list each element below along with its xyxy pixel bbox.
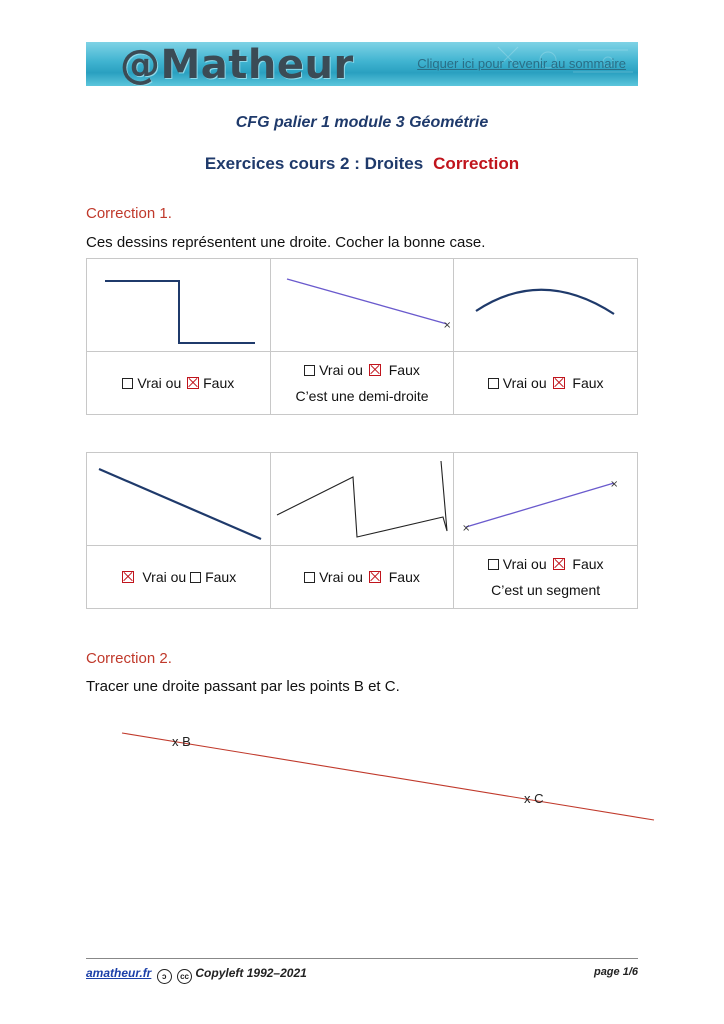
figure-step-line [87,259,271,352]
vrai-label: Vrai ou [319,569,363,585]
subtitle-correction: Correction [433,154,520,173]
vrai-label: Vrai ou [319,362,363,378]
copyleft-text: Copyleft 1992–2021 [195,966,307,980]
figure-half-line [270,259,454,352]
faux-label: Faux [203,375,235,391]
svg-text:×: × [442,320,452,331]
answer-cell-6 [454,546,638,609]
back-to-summary-link[interactable]: Cliquer ici pour revenir au sommaire [417,56,626,71]
vrai-label: Vrai ou [502,375,547,391]
broken-line-drawing [271,453,465,545]
document-title: CFG palier 1 module 3 Géométrie [235,114,489,131]
checkbox-faux-checked[interactable] [553,558,565,570]
segment-drawing [454,453,624,545]
faux-label: Faux [572,375,604,391]
svg-text:×: × [610,479,619,490]
site-link[interactable]: amatheur.fr [86,966,152,980]
figure-segment [454,453,638,546]
copyleft-icon: ↄ [157,969,172,984]
answer-cell-4 [87,546,271,609]
answer-cell-1 [87,352,271,415]
step-line-drawing [87,259,271,351]
exercise-table-2 [86,452,638,609]
half-line-drawing [271,259,465,351]
svg-text:×: × [462,523,471,534]
header-banner [86,42,638,86]
creative-commons-icon: cc [177,969,192,984]
figure-arc [454,259,638,352]
red-line [122,733,654,820]
checkbox-faux-checked[interactable] [369,571,381,583]
checkbox-vrai[interactable] [488,378,499,389]
point-c-label: x C [524,791,544,806]
vrai-label: Vrai ou [502,556,547,572]
correction1-heading: Correction 1. [86,205,172,222]
page-number: page 1/6 [593,966,638,978]
answer-note: C’est un segment [491,582,601,598]
footer-divider [86,958,638,959]
checkbox-vrai[interactable] [304,365,315,376]
checkbox-faux-checked[interactable] [187,377,199,389]
checkbox-faux-checked[interactable] [553,377,565,389]
checkbox-vrai[interactable] [122,378,133,389]
correction2-instruction: Tracer une droite passant par les points B et C. [86,678,400,695]
vrai-label: Vrai ou [142,569,187,585]
faux-label: Faux [388,362,420,378]
straight-line-drawing [87,453,271,545]
footer-left [86,966,307,984]
checkbox-faux[interactable] [190,572,201,583]
figure-broken-line [270,453,454,546]
checkbox-vrai[interactable] [488,559,499,570]
faux-label: Faux [572,556,604,572]
site-logo: @Matheur [120,42,354,86]
answer-note: C’est une demi-droite [295,388,429,404]
answer-cell-2 [270,352,454,415]
point-b-label: x B [172,734,191,749]
faux-label: Faux [388,569,420,585]
checkbox-vrai-checked[interactable] [122,571,134,583]
exercise-table-1 [86,258,638,415]
document-subtitle [0,154,724,174]
arc-drawing [454,259,624,351]
answer-cell-3 [454,352,638,415]
correction2-heading: Correction 2. [86,650,172,667]
figure-straight-line [87,453,271,546]
checkbox-faux-checked[interactable] [369,364,381,376]
vrai-label: Vrai ou [137,375,182,391]
checkbox-vrai[interactable] [304,572,315,583]
answer-cell-5 [270,546,454,609]
faux-label: Faux [205,569,237,585]
line-through-b-c [0,700,724,840]
subtitle-text: Exercices cours 2 : Droites [204,154,424,173]
correction1-instruction: Ces dessins représentent une droite. Cocher la bonne case. [86,234,486,251]
